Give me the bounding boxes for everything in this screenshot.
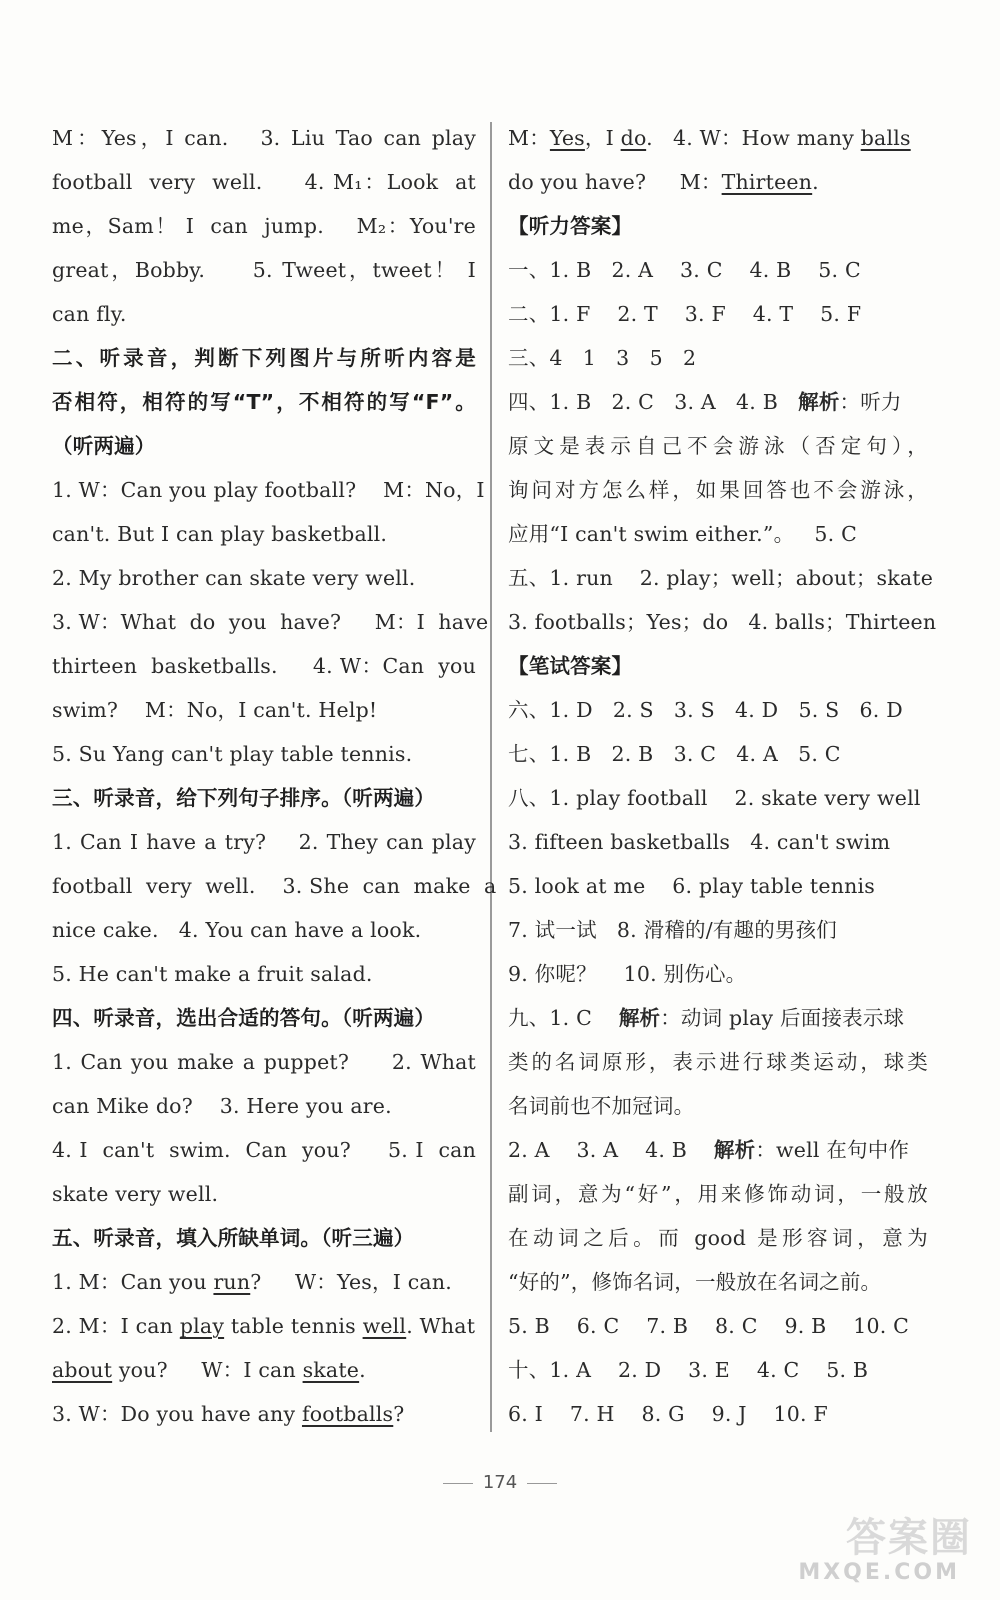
text-line: skate very well. [52, 1182, 219, 1206]
answer-line: 二、1. F 2. T 3. F 4. T 5. F [508, 302, 862, 326]
text-line: 询问对方怎么样，如果回答也不会游泳， [508, 478, 928, 502]
answer-line: 5. look at me 6. play table tennis [508, 874, 875, 898]
section-heading: 三、听录音，给下列句子排序。（听两遍） [52, 786, 436, 810]
answer-line: 9. 你呢？ 10. 别伤心。 [508, 962, 747, 986]
text-span: . [359, 1358, 366, 1382]
answer-line: 八、1. play football 2. skate very well [508, 786, 921, 810]
text-line: great，Bobby. 5. Tweet，tweet！ I [52, 258, 476, 282]
text-span: . 4. W：How many [646, 126, 861, 150]
answer-line [508, 996, 928, 1040]
text-span: 四、1. B 2. C 3. A 4. B [508, 390, 799, 414]
text-line: 1. W：Can you play football? M：No，I [52, 478, 485, 502]
answer-underline: skate [302, 1358, 360, 1382]
text-line: 副词，意为“好”，用来修饰动词，一般放 [508, 1182, 928, 1206]
section-heading: 否相符，相符的写“T”，不相符的写“F”。 [52, 390, 476, 414]
text-line: can fly. [52, 302, 127, 326]
analysis-label: 解析 [798, 390, 840, 414]
answer-underline: about [52, 1358, 113, 1382]
right-column [508, 116, 937, 1436]
text-span: . What [406, 1314, 476, 1338]
text-line: 类的名词原形，表示进行球类运动，球类 [508, 1050, 928, 1074]
text-line [508, 116, 928, 160]
text-span: ? [393, 1402, 405, 1426]
text-line: 名词前也不加冠词。 [508, 1094, 695, 1118]
text-span: ：动词 play 后面接表示球 [660, 1006, 905, 1030]
text-line: 5. Su Yang can't play table tennis. [52, 742, 413, 766]
answer-line: 5. B 6. C 7. B 8. C 9. B 10. C [508, 1314, 910, 1338]
text-line: M：Yes，I can. 3. Liu Tao can play [52, 126, 476, 150]
text-line: 2. My brother can skate very well. [52, 566, 416, 590]
answer-line: 三、4 1 3 5 2 [508, 346, 697, 370]
answer-line [508, 380, 928, 424]
text-line: can Mike do? 3. Here you are. [52, 1094, 392, 1118]
page-footer [0, 1472, 1000, 1493]
text-span: M： [508, 126, 550, 150]
answer-line: 3. fifteen basketballs 4. can't swim [508, 830, 891, 854]
text-span: . [812, 170, 819, 194]
page-number: 174 [482, 1472, 518, 1493]
text-line [52, 1392, 476, 1436]
text-line: me，Sam！ I can jump. M₂：You're [52, 214, 476, 238]
answer-line: 七、1. B 2. B 3. C 4. A 5. C [508, 742, 841, 766]
text-span: ：听力 [839, 390, 902, 414]
answer-underline: do [620, 126, 647, 150]
text-line: 3. W：What do you have? M：I have [52, 610, 489, 634]
answer-line: 十、1. A 2. D 3. E 4. C 5. B [508, 1358, 869, 1382]
text-line: 应用“I can't swim either.”。 5. C [508, 522, 857, 546]
text-line [52, 1260, 476, 1304]
answer-line: 3. footballs；Yes；do 4. balls；Thirteen [508, 610, 937, 634]
text-line: 5. He can't make a fruit salad. [52, 962, 373, 986]
text-span: ：well 在句中作 [755, 1138, 910, 1162]
answer-line: 六、1. D 2. S 3. S 4. D 5. S 6. D [508, 698, 903, 722]
answer-line: 五、1. run 2. play；well；about；skate [508, 566, 934, 590]
text-line: football very well. 4. M₁：Look at [52, 170, 476, 194]
text-line: “好的”，修饰名词，一般放在名词之前。 [508, 1270, 882, 1294]
text-span: 2. A 3. A 4. B [508, 1138, 714, 1162]
left-column [52, 116, 497, 1436]
text-line: football very well. 3. She can make a [52, 874, 497, 898]
answer-underline: play [179, 1314, 225, 1338]
watermark-logo: 答案圈 [846, 1515, 972, 1561]
section-heading: 二、听录音，判断下列图片与所听内容是 [52, 346, 476, 370]
answer-underline: footballs [301, 1402, 394, 1426]
text-span: you? W：I can [112, 1358, 303, 1382]
section-heading: （听两遍） [52, 434, 156, 458]
answer-line [508, 1128, 928, 1172]
text-span: table tennis [224, 1314, 363, 1338]
text-line: nice cake. 4. You can have a look. [52, 918, 422, 942]
text-line [52, 1304, 476, 1348]
footer-dash [443, 1483, 473, 1484]
text-span: ? W：Yes，I can. [250, 1270, 452, 1294]
answer-underline: run [213, 1270, 251, 1294]
text-line: swim? M：No，I can't. Help! [52, 698, 378, 722]
watermark-url: MXQE.COM [798, 1560, 960, 1585]
analysis-label: 解析 [618, 1006, 661, 1030]
text-span: do you have? M： [508, 170, 722, 194]
answer-underline: balls [860, 126, 911, 150]
text-span: 2. M：I can [52, 1314, 180, 1338]
text-line: 4. I can't swim. Can you? 5. I can [52, 1138, 476, 1162]
answer-line: 7. 试一试 8. 滑稽的/有趣的男孩们 [508, 918, 838, 942]
text-span: 1. M：Can you [52, 1270, 214, 1294]
text-line: 原文是表示自己不会游泳（否定句）， [508, 434, 928, 458]
text-span: 九、1. C [508, 1006, 619, 1030]
text-span: 3. W：Do you have any [52, 1402, 302, 1426]
section-heading: 五、听录音，填入所缺单词。（听三遍） [52, 1226, 415, 1250]
column-divider [490, 122, 492, 1432]
text-line: thirteen basketballs. 4. W：Can you [52, 654, 476, 678]
answer-underline: Yes [549, 126, 585, 150]
text-line: 1. Can you make a puppet? 2. What [52, 1050, 476, 1074]
footer-dash [527, 1483, 557, 1484]
text-line [52, 1348, 476, 1392]
section-heading: 【笔试答案】 [508, 654, 633, 678]
answer-line: 6. I 7. H 8. G 9. J 10. F [508, 1402, 828, 1426]
answer-underline: Thirteen [721, 170, 813, 194]
text-line: 1. Can I have a try? 2. They can play [52, 830, 476, 854]
answer-line: 一、1. B 2. A 3. C 4. B 5. C [508, 258, 861, 282]
text-line: can't. But I can play basketball. [52, 522, 388, 546]
text-line [508, 160, 928, 204]
analysis-label: 解析 [713, 1138, 756, 1162]
text-span: ，I [584, 126, 621, 150]
answer-underline: well [362, 1314, 407, 1338]
section-heading: 【听力答案】 [508, 214, 633, 238]
section-heading: 四、听录音，选出合适的答句。（听两遍） [52, 1006, 436, 1030]
text-line: 在动词之后。而 good 是形容词，意为 [508, 1226, 928, 1250]
